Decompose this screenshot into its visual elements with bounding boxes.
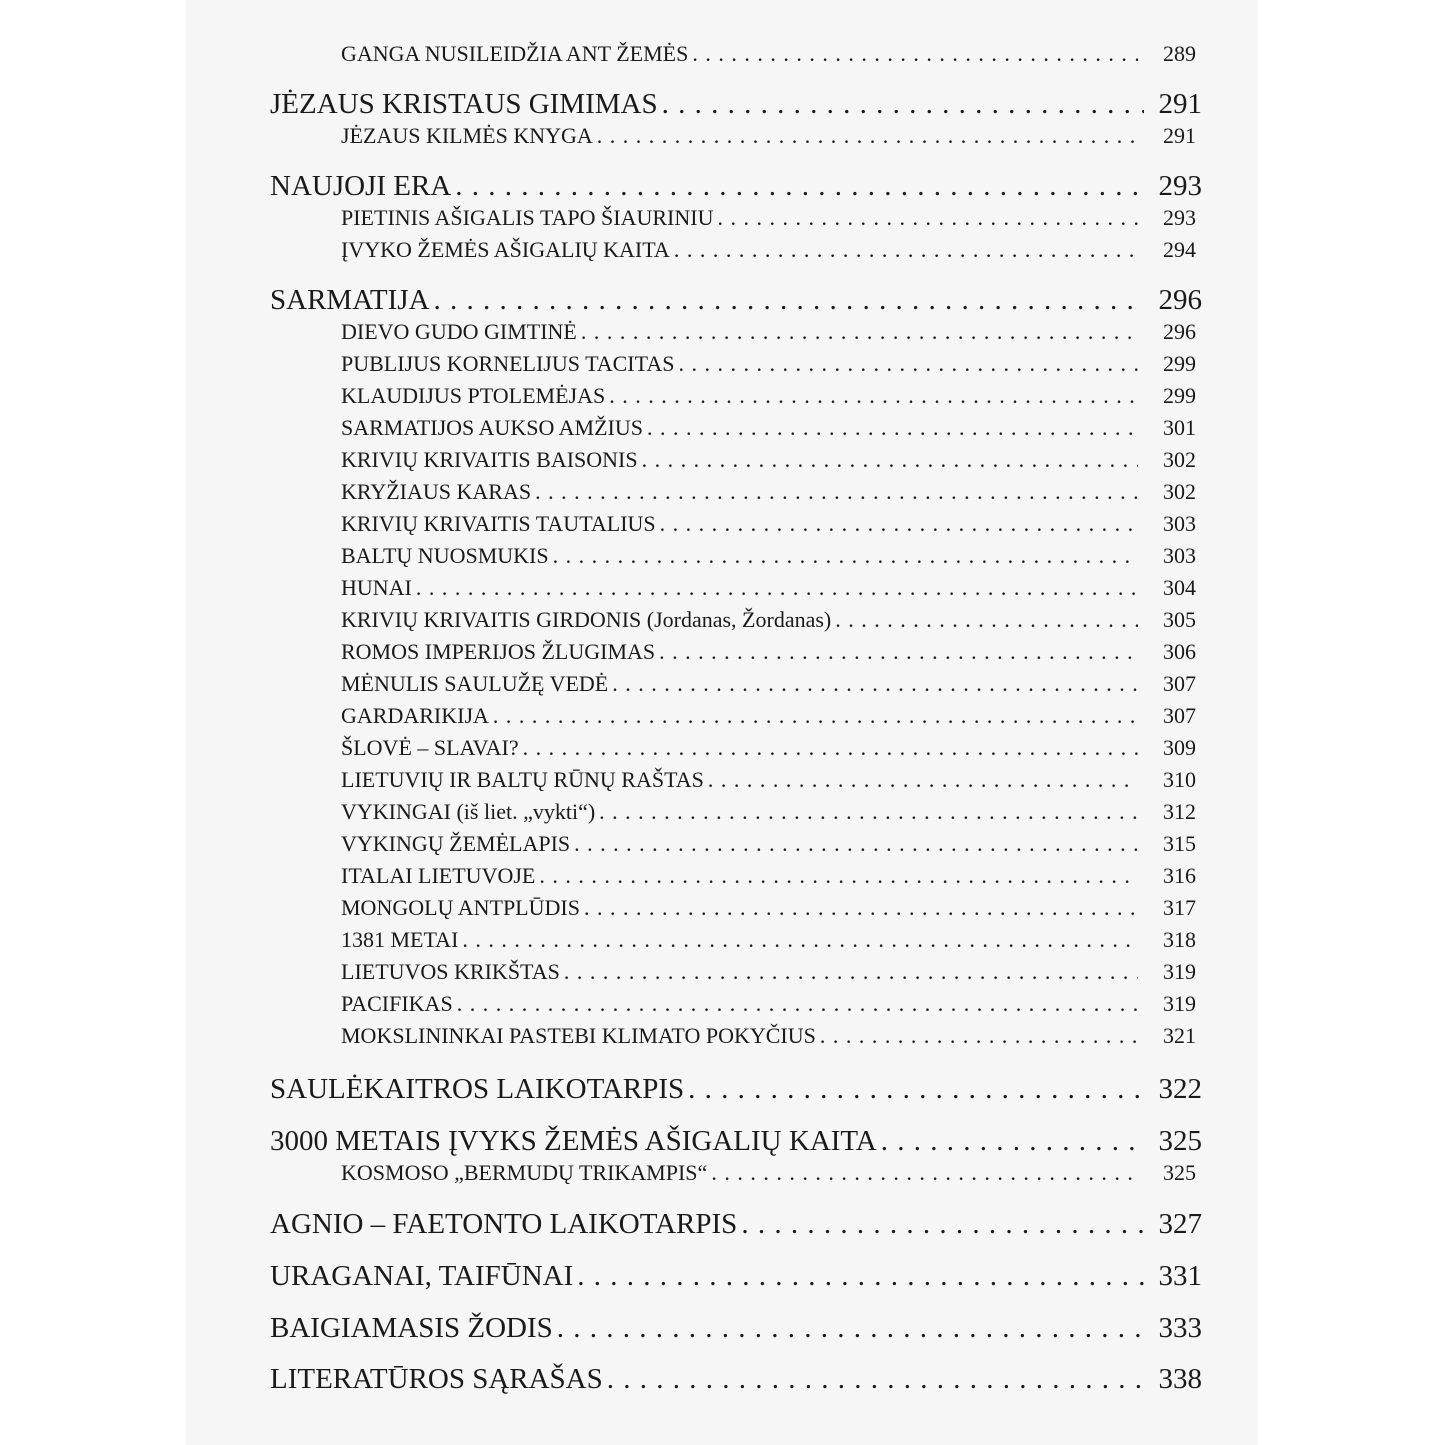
toc-entry-title: KOSMOSO „BERMUDŲ TRIKAMPIS“ (341, 1160, 708, 1185)
dot-leader (647, 413, 1138, 443)
toc-entry-page: 319 (1163, 959, 1196, 984)
toc-entry-title: MĖNULIS SAULUŽĘ VEDĖ (341, 671, 609, 696)
toc-entry-title: ITALAI LIETUVOJE (341, 863, 536, 888)
toc-entry-title: AGNIO – FAETONTO LAIKOTARPIS (270, 1208, 738, 1240)
dot-leader (597, 121, 1138, 151)
toc-entry-page: 315 (1163, 831, 1196, 856)
toc-entry (341, 235, 1196, 265)
dot-leader (434, 282, 1144, 318)
toc-entry (341, 829, 1196, 859)
toc-entry-page: 312 (1163, 799, 1196, 824)
toc-entry-page: 296 (1158, 284, 1202, 316)
dot-leader (612, 669, 1138, 699)
toc-entry-title: VYKINGAI (iš liet. „vykti“) (341, 799, 596, 824)
toc-entry (341, 509, 1196, 539)
toc-entry-page: 303 (1163, 511, 1196, 536)
toc-entry-page: 316 (1163, 863, 1196, 888)
toc-entry-title: SARMATIJOS AUKSO AMŽIUS (341, 415, 643, 440)
toc-entry-page: 296 (1163, 319, 1196, 344)
toc-entry-page: 325 (1158, 1125, 1202, 1157)
toc-entry-title: PACIFIKAS (341, 991, 453, 1016)
dot-leader (660, 509, 1138, 539)
toc-entry-page: 325 (1163, 1160, 1196, 1185)
toc-entry (341, 477, 1196, 507)
dot-leader (564, 957, 1138, 987)
book-page (186, 0, 1258, 1445)
toc-entry-title: JĖZAUS KRISTAUS GIMIMAS (270, 88, 658, 120)
toc-entry-title: GANGA NUSILEIDŽIA ANT ŽEMĖS (341, 41, 689, 66)
toc-entry-title: PUBLIJUS KORNELIJUS TACITAS (341, 351, 675, 376)
toc-entry-page: 304 (1163, 575, 1196, 600)
toc-entry-title: KLAUDIJUS PTOLEMĖJAS (341, 383, 606, 408)
toc-entry (341, 317, 1196, 347)
dot-leader (820, 1021, 1138, 1051)
toc-entry (341, 573, 1196, 603)
toc-entry-page: 299 (1163, 383, 1196, 408)
toc-entry (341, 925, 1196, 955)
toc-entry (341, 39, 1196, 69)
dot-leader (642, 445, 1138, 475)
toc-entry-title: ĮVYKO ŽEMĖS AŠIGALIŲ KAITA (341, 237, 670, 262)
toc-entry (341, 733, 1196, 763)
toc-entry (341, 445, 1196, 475)
toc-entry-page: 293 (1163, 205, 1196, 230)
toc-entry-title: 3000 METAIS ĮVYKS ŽEMĖS AŠIGALIŲ KAITA (270, 1125, 877, 1157)
dot-leader (462, 925, 1138, 955)
dot-leader (717, 203, 1138, 233)
toc-entry-title: MOKSLININKAI PASTEBI KLIMATO POKYČIUS (341, 1023, 816, 1048)
toc-entry-title: VYKINGŲ ŽEMĖLAPIS (341, 831, 571, 856)
toc-entry-title: LIETUVOS KRIKŠTAS (341, 959, 560, 984)
dot-leader (688, 1071, 1144, 1107)
toc-entry-title: GARDARIKIJA (341, 703, 489, 728)
toc-entry-title: LITERATŪROS SĄRAŠAS (270, 1363, 603, 1395)
dot-leader (535, 477, 1138, 507)
toc-entry (270, 86, 1202, 122)
toc-entry-page: 303 (1163, 543, 1196, 568)
toc-entry (270, 1361, 1202, 1397)
toc-entry (341, 765, 1196, 795)
dot-leader (741, 1206, 1144, 1242)
toc-entry-page: 321 (1163, 1023, 1196, 1048)
toc-entry-title: JĖZAUS KILMĖS KNYGA (341, 123, 593, 148)
toc-entry-title: KRIVIŲ KRIVAITIS BAISONIS (341, 447, 638, 472)
toc-entry (270, 1123, 1202, 1159)
dot-leader (584, 893, 1138, 923)
toc-entry-page: 307 (1163, 671, 1196, 696)
dot-leader (574, 829, 1138, 859)
toc-entry-page: 302 (1163, 447, 1196, 472)
toc-entry (341, 413, 1196, 443)
dot-leader (607, 1361, 1144, 1397)
toc-entry (341, 861, 1196, 891)
toc-entry-page: 333 (1158, 1312, 1202, 1344)
toc-entry-title: URAGANAI, TAIFŪNAI (270, 1260, 574, 1292)
toc-entry-page: 306 (1163, 639, 1196, 664)
toc-entry-title: DIEVO GUDO GIMTINĖ (341, 319, 577, 344)
toc-entry-title: BAIGIAMASIS ŽODIS (270, 1312, 553, 1344)
dot-leader (581, 317, 1138, 347)
dot-leader (711, 1158, 1138, 1188)
toc-entry (341, 203, 1196, 233)
toc-entry (270, 1206, 1202, 1242)
dot-leader (881, 1123, 1144, 1159)
toc-entry-page: 319 (1163, 991, 1196, 1016)
toc-entry (341, 1021, 1196, 1051)
toc-entry (341, 637, 1196, 667)
dot-leader (835, 605, 1138, 635)
dot-leader (674, 235, 1138, 265)
toc-entry (270, 1310, 1202, 1346)
dot-leader (493, 701, 1138, 731)
toc-entry-title: MONGOLŲ ANTPLŪDIS (341, 895, 580, 920)
dot-leader (662, 86, 1144, 122)
toc-entry-page: 309 (1163, 735, 1196, 760)
toc-entry-title: PIETINIS AŠIGALIS TAPO ŠIAURINIU (341, 205, 714, 230)
toc-entry (341, 349, 1196, 379)
dot-leader (457, 989, 1138, 1019)
toc-entry-page: 293 (1158, 170, 1202, 202)
toc-entry (341, 701, 1196, 731)
toc-entry (270, 168, 1202, 204)
toc-entry-page: 322 (1158, 1073, 1202, 1105)
toc-entry-page: 291 (1158, 88, 1202, 120)
dot-leader (609, 381, 1138, 411)
toc-entry-title: KRIVIŲ KRIVAITIS TAUTALIUS (341, 511, 656, 536)
toc-entry-page: 305 (1163, 607, 1196, 632)
toc-entry-page: 327 (1158, 1208, 1202, 1240)
toc-entry-title: LIETUVIŲ IR BALTŲ RŪNŲ RAŠTAS (341, 767, 704, 792)
toc-entry-page: 310 (1163, 767, 1196, 792)
toc-entry-title: HUNAI (341, 575, 412, 600)
toc-entry (270, 282, 1202, 318)
dot-leader (708, 765, 1138, 795)
toc-entry (341, 797, 1196, 827)
dot-leader (539, 861, 1138, 891)
toc-entry (341, 957, 1196, 987)
toc-entry (341, 1158, 1196, 1188)
toc-entry-title: ŠLOVĖ – SLAVAI? (341, 735, 519, 760)
toc-entry-page: 307 (1163, 703, 1196, 728)
toc-entry-page: 291 (1163, 123, 1196, 148)
toc-entry (341, 381, 1196, 411)
toc-entry (341, 893, 1196, 923)
toc-entry-page: 289 (1163, 41, 1196, 66)
toc-entry-title: KRYŽIAUS KARAS (341, 479, 532, 504)
toc-entry-page: 317 (1163, 895, 1196, 920)
toc-entry (270, 1071, 1202, 1107)
dot-leader (678, 349, 1138, 379)
toc-entry-page: 301 (1163, 415, 1196, 440)
toc-entry-title: KRIVIŲ KRIVAITIS GIRDONIS (Jordanas, Žordanas) (341, 607, 832, 632)
toc-entry (341, 669, 1196, 699)
dot-leader (599, 797, 1138, 827)
dot-leader (455, 168, 1144, 204)
toc-entry-page: 331 (1158, 1260, 1202, 1292)
toc-entry (341, 605, 1196, 635)
toc-entry-page: 302 (1163, 479, 1196, 504)
toc-entry-page: 318 (1163, 927, 1196, 952)
dot-leader (416, 573, 1138, 603)
dot-leader (553, 541, 1138, 571)
toc-entry (270, 1258, 1202, 1294)
toc-entry-title: BALTŲ NUOSMUKIS (341, 543, 549, 568)
table-of-contents (186, 0, 1258, 1445)
dot-leader (577, 1258, 1144, 1294)
dot-leader (557, 1310, 1144, 1346)
toc-entry-title: 1381 METAI (341, 927, 459, 952)
toc-entry-page: 299 (1163, 351, 1196, 376)
toc-entry (341, 121, 1196, 151)
toc-entry (341, 989, 1196, 1019)
dot-leader (692, 39, 1138, 69)
toc-entry-title: SARMATIJA (270, 284, 430, 316)
toc-entry-title: NAUJOJI ERA (270, 170, 452, 202)
toc-entry-title: SAULĖKAITROS LAIKOTARPIS (270, 1073, 685, 1105)
toc-entry-page: 294 (1163, 237, 1196, 262)
dot-leader (523, 733, 1138, 763)
toc-entry (341, 541, 1196, 571)
dot-leader (659, 637, 1138, 667)
toc-entry-page: 338 (1158, 1363, 1202, 1395)
toc-entry-title: ROMOS IMPERIJOS ŽLUGIMAS (341, 639, 656, 664)
